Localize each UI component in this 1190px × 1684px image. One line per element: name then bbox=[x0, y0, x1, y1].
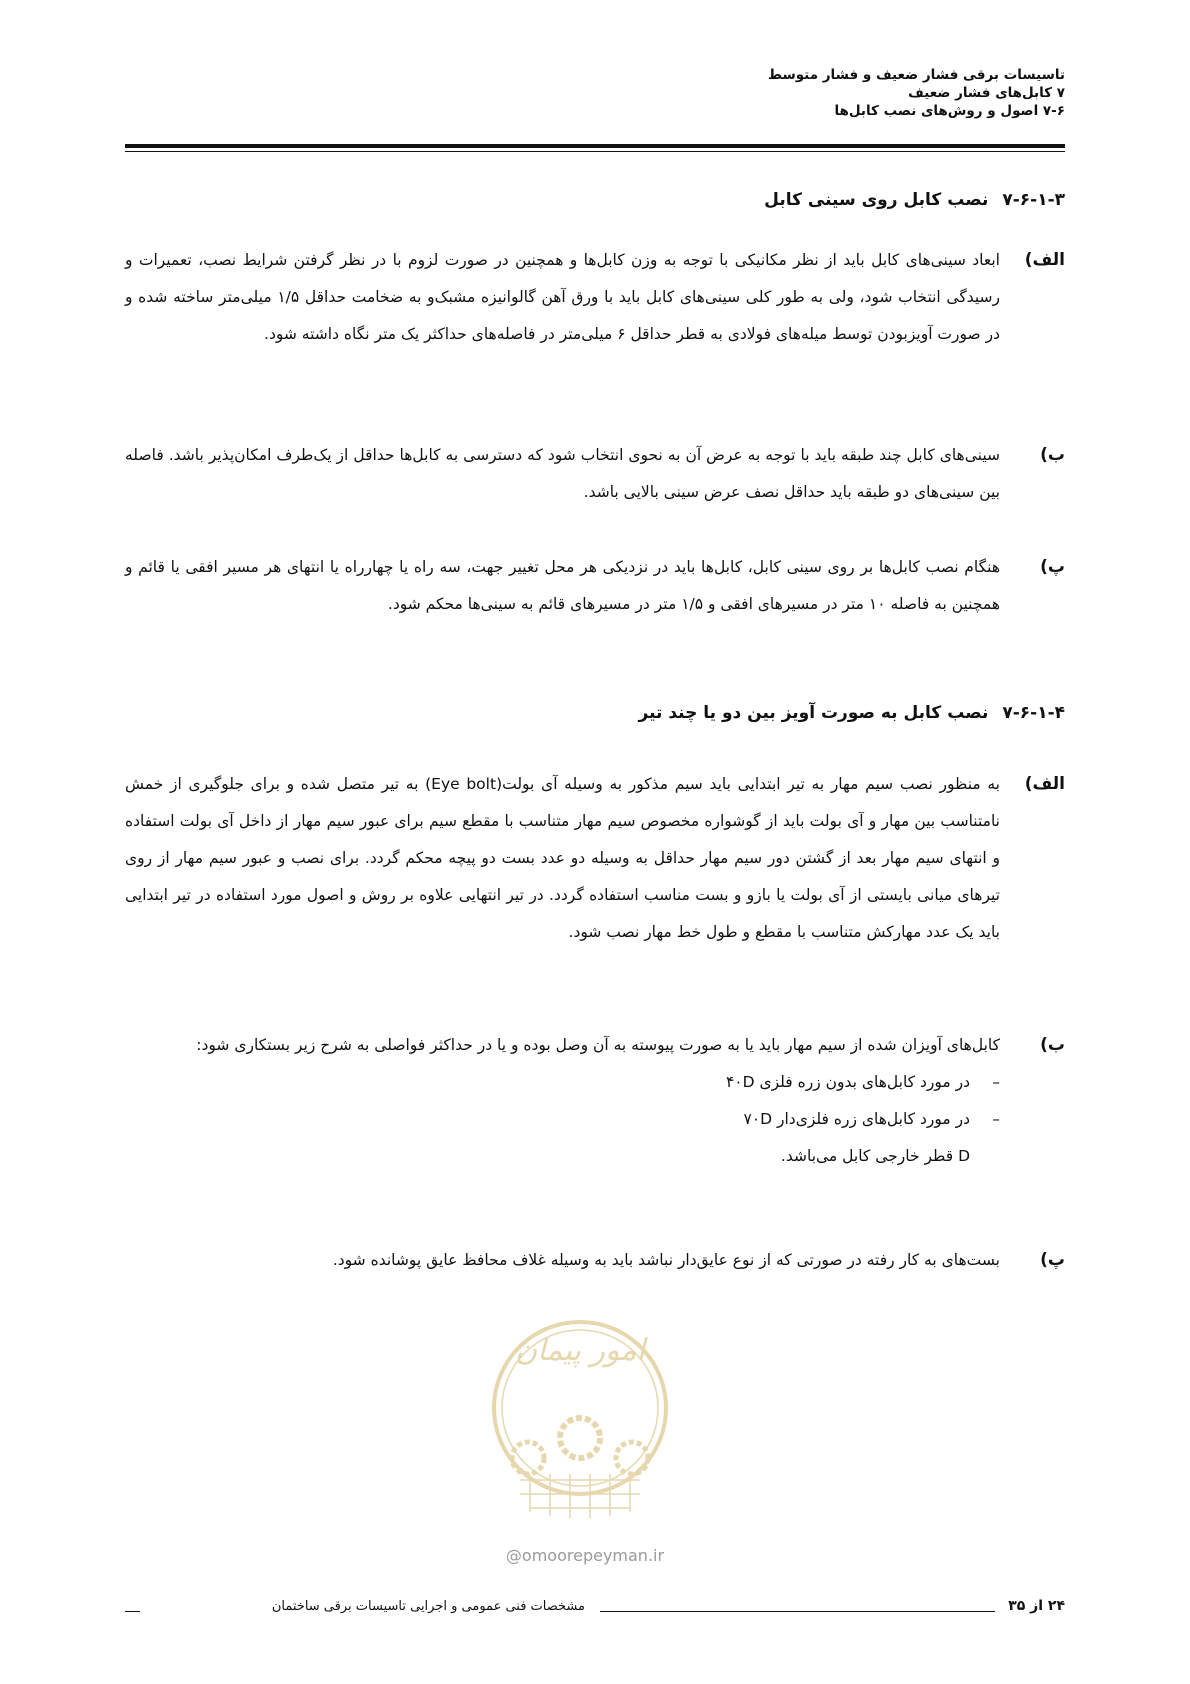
bullet-text: در مورد کابل‌های بدون زره فلزی ۴۰D bbox=[725, 1073, 970, 1091]
footer-rule-end bbox=[125, 1611, 140, 1612]
section-number: ۷-۶-۱-۳ bbox=[1002, 190, 1065, 210]
section-heading-3 bbox=[764, 190, 1065, 210]
bullet-dash: – bbox=[992, 1110, 1000, 1128]
header-line-2: ۷ کابل‌های فشار ضعیف bbox=[908, 85, 1065, 101]
section-title: نصب کابل روی سینی کابل bbox=[764, 190, 989, 210]
item-label: الف) bbox=[1024, 774, 1065, 794]
item-label: ب) bbox=[1040, 445, 1065, 465]
running-header bbox=[768, 66, 1065, 120]
footer-rule bbox=[600, 1611, 995, 1612]
paragraph-item bbox=[125, 549, 1065, 623]
watermark-url: @omoorepeyman.ir bbox=[505, 1546, 665, 1565]
footer-title: مشخصات فنی عمومی و اجرایی تاسیسات برقی ساختمان bbox=[271, 1599, 585, 1614]
watermark-logo-text: امور پیمان bbox=[515, 1333, 645, 1368]
item-text: سینی‌های کابل چند طبقه باید با توجه به عرض آن به نحوی انتخاب شود که دسترسی به کابل‌ها حداقل از یک‌طرف امکان‌پذیر باشد. فاصله بین سینی‌های دو طبقه باید حداقل نصف عرض سینی بالایی باشد. bbox=[125, 446, 1000, 501]
note-line: D قطر خارجی کابل می‌باشد. bbox=[780, 1147, 970, 1165]
header-line-1: تاسیسات برقی فشار ضعیف و فشار متوسط bbox=[767, 67, 1065, 83]
item-body bbox=[125, 1027, 1000, 1175]
page-footer bbox=[125, 1598, 1065, 1620]
paragraph-item bbox=[125, 242, 1065, 353]
item-label: پ) bbox=[1040, 557, 1065, 577]
paragraph-item bbox=[125, 1027, 1065, 1175]
section-title: نصب کابل به صورت آویز بین دو یا چند تیر bbox=[638, 703, 989, 723]
section-number: ۷-۶-۱-۴ bbox=[1002, 703, 1065, 723]
bullet-item bbox=[125, 1101, 1000, 1138]
item-text: ابعاد سینی‌های کابل باید از نظر مکانیکی با توجه به وزن کابل‌ها و همچنین در صورت لزوم با در نظر گرفتن شرایط نصب، تعمیرات و رسیدگی انتخاب شود، ولی به طور کلی سینی‌های کابل باید با ورق آهن گالوانیزه مشبک‌و به ضخامت حداقل ۱/۵ میلی‌متر ساخته شده و در صورت آویزبودن توسط میله‌های فولادی به قطر حداقل ۶ میلی‌متر در فاصله‌های حداکثر یک متر نگاه داشته شود. bbox=[125, 251, 1001, 343]
bullet-dash: – bbox=[992, 1073, 1000, 1091]
item-text: کابل‌های آویزان شده از سیم مهار باید یا به صورت پیوسته به آن وصل بوده و یا در حداکثر فواصلی به شرح زیر بستکاری شود: bbox=[196, 1036, 1000, 1054]
paragraph-item bbox=[125, 1242, 1065, 1279]
item-label: الف) bbox=[1024, 250, 1065, 270]
section-heading-4 bbox=[639, 703, 1065, 723]
bullet-item bbox=[125, 1064, 1000, 1101]
paragraph-item bbox=[125, 766, 1065, 951]
item-text: بست‌های به کار رفته در صورتی که از نوع عایق‌دار نباشد باید به وسیله غلاف محافظ عایق پوشانده شود. bbox=[332, 1251, 1000, 1269]
watermark-logo bbox=[490, 1298, 670, 1528]
paragraph-item bbox=[125, 437, 1065, 511]
item-label: پ) bbox=[1040, 1250, 1065, 1270]
item-label: ب) bbox=[1040, 1035, 1065, 1055]
item-text: هنگام نصب کابل‌ها بر روی سینی کابل، کابل‌ها باید در نزدیکی هر محل تغییر جهت، سه راه یا چهارراه یا انتهای هر مسیر افقی یا قائم و همچنین به فاصله ۱۰ متر در مسیرهای افقی و ۱/۵ متر در مسیرهای قائم به سینی‌ها محکم شود. bbox=[125, 558, 1000, 613]
header-rule-thin bbox=[125, 151, 1065, 152]
bullet-text: در مورد کابل‌های زره فلزی‌دار ۷۰D bbox=[743, 1110, 970, 1128]
header-line-3: ۷-۶ اصول و روش‌های نصب کابل‌ها bbox=[834, 103, 1065, 119]
header-rule-thick bbox=[125, 144, 1065, 148]
item-text: به منظور نصب سیم مهار به تیر ابتدایی باید سیم مذکور به وسیله آی بولت(Eye bolt) به تیر متصل شده و برای جلوگیری از خمش نامتناسب بین مهار و آی بولت باید از گوشواره مخصوص سیم مهار متناسب با مقطع سیم برای عبور سیم مهار از داخل آی بولت استفاده و انتهای سیم مهار بعد از گشتن دور سیم مهار حداقل به وسیله دو عدد بست دو پیچه محکم گردد. برای نصب و عبور سیم مهار از روی تیرهای میانی بایستی از آی بولت یا بازو و بست مناسب استفاده گردد. در تیر انتهایی علاوه بر روش و اصول مورد استفاده در تیر ابتدایی باید یک عدد مهارکش متناسب با مقطع و طول خط مهار نصب شود. bbox=[125, 775, 1000, 941]
page-number: ۲۴ از ۳۵ bbox=[1008, 1598, 1065, 1614]
